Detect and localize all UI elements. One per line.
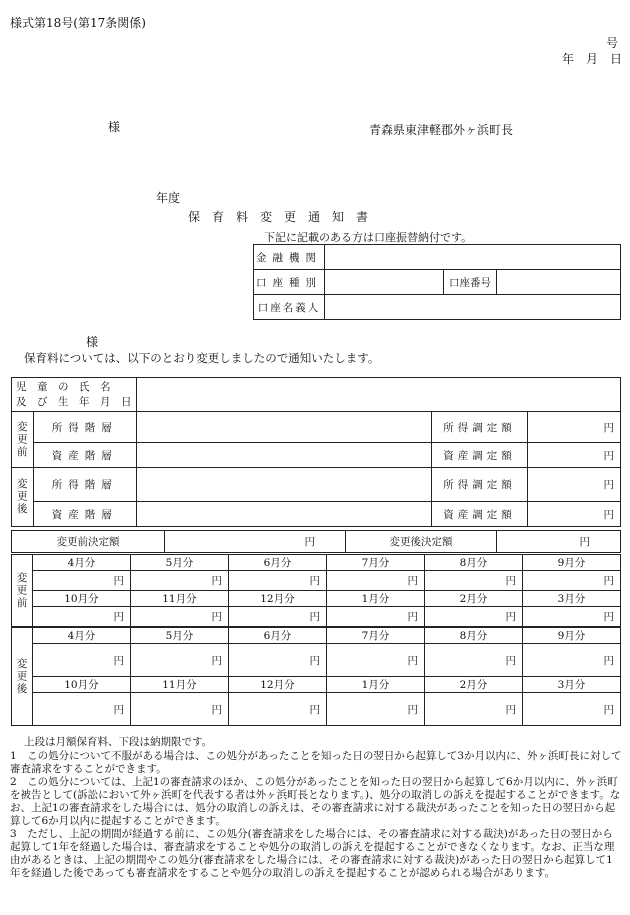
monthly-after-second-amount-3[interactable]: 円: [326, 693, 424, 726]
before-asset-amount-label: 資産調定額: [432, 443, 528, 468]
before-asset-amount-yen: 円: [528, 443, 621, 468]
monthly-before-first-amount-5[interactable]: 円: [522, 571, 620, 591]
after-income-tier-value[interactable]: [137, 468, 432, 502]
decided-after-yen: 円: [497, 531, 621, 553]
monthly-after-first-month-3: 7月分: [326, 628, 424, 644]
monthly-after-second-month-1: 11月分: [130, 677, 228, 693]
monthly-after-first-amount-4[interactable]: 円: [424, 644, 522, 677]
note-line0: 上段は月額保育料、下段は納期限です。: [24, 736, 213, 748]
note-item3: 3 ただし、上記の期間が経過する前に、この処分(審査請求をした場合には、その審査請求に対する裁決)があった日の翌日から起算して1年を経過した場合は、審査請求をすることや処分の取消しの訴えを提起することができなくなります。なお、正当な理由があるときは、上記の期間やこの処分(審査請求をした場合には、その審査請求に対する裁決)があった日の翌日から起算して1年を経過した後であっても審査請求をすることや処分の取消しの訴えを提起することが認められる場合があります。: [10, 828, 615, 879]
account-number-value[interactable]: [497, 270, 621, 295]
monthly-after-first-month-5: 9月分: [522, 628, 620, 644]
before-asset-tier-value[interactable]: [137, 443, 432, 468]
account-holder-value[interactable]: [325, 295, 621, 320]
before-income-amount-label: 所得調定額: [432, 412, 528, 443]
after-asset-amount-label: 資産調定額: [432, 502, 528, 527]
after-label: 変更後: [12, 468, 34, 527]
monthly-after-first-month-2: 6月分: [228, 628, 326, 644]
child-value[interactable]: [137, 378, 621, 412]
monthly-before-second-amount-0[interactable]: 円: [32, 607, 130, 627]
monthly-before-second-amount-5[interactable]: 円: [522, 607, 620, 627]
monthly-after-first-month-4: 8月分: [424, 628, 522, 644]
tier-table: [11, 377, 621, 527]
monthly-before-first-month-5: 9月分: [522, 555, 620, 571]
monthly-before-second-month-1: 11月分: [130, 591, 228, 607]
monthly-before-second-month-0: 10月分: [32, 591, 130, 607]
monthly-after-second-amount-4[interactable]: 円: [424, 693, 522, 726]
monthly-before-second-month-5: 3月分: [522, 591, 620, 607]
monthly-after-first-amount-2[interactable]: 円: [228, 644, 326, 677]
bank-institution-value[interactable]: [325, 245, 621, 270]
monthly-before-second-month-4: 2月分: [424, 591, 522, 607]
note-item1: 1 この処分について不服がある場合は、この処分があったことを知った日の翌日から起算して3か月以内に、外ヶ浜町長に対して審査請求をすることができます。: [10, 750, 622, 775]
after-asset-amount-yen: 円: [528, 502, 621, 527]
after-income-amount-yen: 円: [528, 468, 621, 502]
account-type-value[interactable]: [325, 270, 444, 295]
before-income-tier-label: 所得階層: [33, 412, 136, 443]
account-number-label: 口座番号: [444, 270, 497, 295]
before-label: 変更前: [12, 412, 34, 468]
monthly-after-first-amount-0[interactable]: 円: [32, 644, 130, 677]
decided-table: [11, 530, 621, 553]
monthly-after-second-month-5: 3月分: [522, 677, 620, 693]
monthly-before-first-month-0: 4月分: [32, 555, 130, 571]
monthly-after-second-month-4: 2月分: [424, 677, 522, 693]
monthly-after-table: [11, 627, 621, 726]
monthly-before-second-amount-1[interactable]: 円: [130, 607, 228, 627]
monthly-before-first-amount-1[interactable]: 円: [130, 571, 228, 591]
after-income-amount-label: 所得調定額: [432, 468, 528, 502]
page-title: 保 育 料 変 更 通 知 書: [188, 210, 369, 224]
decided-before-label: 変更前決定額: [12, 531, 165, 553]
form-number: 様式第18号(第17条関係): [10, 16, 146, 30]
monthly-after-second-month-3: 1月分: [326, 677, 424, 693]
monthly-after-first-amount-5[interactable]: 円: [522, 644, 620, 677]
monthly-after-first-amount-1[interactable]: 円: [130, 644, 228, 677]
monthly-before-first-amount-3[interactable]: 円: [326, 571, 424, 591]
fiscal-year: 年度: [156, 191, 181, 205]
monthly-after-second-amount-2[interactable]: 円: [228, 693, 326, 726]
monthly-before-first-month-2: 6月分: [228, 555, 326, 571]
monthly-after-second-amount-1[interactable]: 円: [130, 693, 228, 726]
account-holder-label: 口座名義人: [254, 295, 325, 320]
monthly-before-second-month-3: 1月分: [326, 591, 424, 607]
monthly-after-first-month-1: 5月分: [130, 628, 228, 644]
addressee-suffix: 様: [108, 120, 121, 134]
child-label: [12, 378, 137, 412]
after-asset-tier-value[interactable]: [137, 502, 432, 527]
number-label: 号: [606, 36, 619, 50]
child-label-line1: 児 童 の 氏 名: [16, 380, 111, 393]
monthly-before-first-amount-0[interactable]: 円: [32, 571, 130, 591]
bank-institution-label: 金融機関: [254, 245, 325, 270]
issuer-name: 青森県東津軽郡外ヶ浜町長: [369, 123, 514, 137]
child-label-line2: 及 び 生 年 月 日: [16, 395, 132, 408]
monthly-before-first-month-3: 7月分: [326, 555, 424, 571]
monthly-after-first-amount-3[interactable]: 円: [326, 644, 424, 677]
monthly-after-second-month-0: 10月分: [32, 677, 130, 693]
note-item2: 2 この処分については、上記1の審査請求のほか、この処分があったことを知った日の翌日から起算して6か月以内に、外ヶ浜町を被告として(訴訟において外ヶ浜町を代表する者は外ヶ浜町長となります。)、処分の取消しの訴えを提起することができます。なお、上記1の審査請求をした場合には、処分の取消しの訴えは、その審査請求に対する裁決があったことを知った日の翌日から起算して6か月以内に提起することができます。: [10, 776, 621, 827]
before-income-amount-yen: 円: [528, 412, 621, 443]
monthly-before-first-amount-4[interactable]: 円: [424, 571, 522, 591]
account-type-label: 口座種別: [254, 270, 325, 295]
after-income-tier-label: 所得階層: [33, 468, 136, 502]
decided-after-label: 変更後決定額: [346, 531, 497, 553]
notice-intro: 保育料については、以下のとおり変更しましたので通知いたします。: [24, 351, 380, 365]
date-label: 年 月 日: [562, 52, 623, 66]
before-asset-tier-label: 資産階層: [33, 443, 136, 468]
monthly-before-first-month-1: 5月分: [130, 555, 228, 571]
before-income-tier-value[interactable]: [137, 412, 432, 443]
monthly-after-label: 変更後: [12, 628, 33, 726]
monthly-after-second-amount-0[interactable]: 円: [32, 693, 130, 726]
recipient-suffix: 様: [86, 335, 99, 349]
monthly-after-first-month-0: 4月分: [32, 628, 130, 644]
monthly-before-label: 変更前: [12, 555, 33, 627]
monthly-before-table: [11, 554, 621, 627]
monthly-after-second-amount-5[interactable]: 円: [522, 693, 620, 726]
decided-before-yen: 円: [165, 531, 346, 553]
bank-table: [253, 244, 621, 320]
after-asset-tier-label: 資産階層: [33, 502, 136, 527]
monthly-before-first-amount-2[interactable]: 円: [228, 571, 326, 591]
monthly-before-first-month-4: 8月分: [424, 555, 522, 571]
bank-note: 下記に記載のある方は口座振替納付です。: [264, 231, 473, 244]
monthly-after-second-month-2: 12月分: [228, 677, 326, 693]
monthly-before-second-amount-4[interactable]: 円: [424, 607, 522, 627]
monthly-before-second-amount-3[interactable]: 円: [326, 607, 424, 627]
monthly-before-second-amount-2[interactable]: 円: [228, 607, 326, 627]
monthly-before-second-month-2: 12月分: [228, 591, 326, 607]
